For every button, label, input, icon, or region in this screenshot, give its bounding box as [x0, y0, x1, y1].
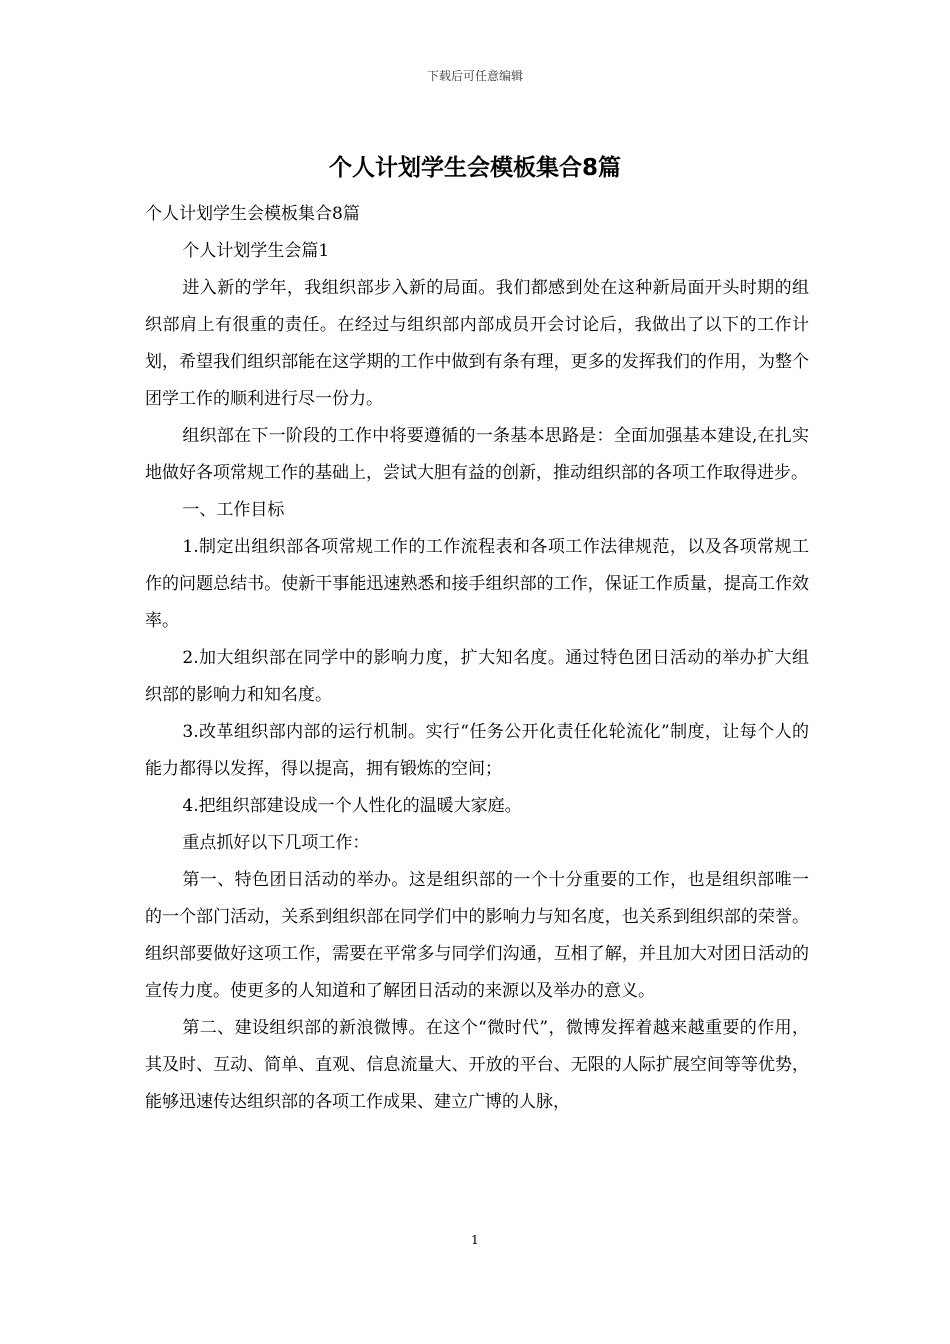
subtitle-paragraph: 个人计划学生会模板集合8篇 — [145, 204, 360, 224]
body-paragraph: 重点抓好以下几项工作： — [182, 833, 370, 853]
list-item: 1.制定出组织部各项常规工作的工作流程表和各项工作法律规范，以及各项常规工作的问题总结书。使新干事能迅速熟悉和接手组织部的工作，保证工作质量，提高工作效率。 — [145, 537, 809, 631]
list-item: 4.把组织部建设成一个人性化的温暖大家庭。 — [182, 796, 522, 816]
page-number: 1 — [471, 1233, 479, 1247]
body-paragraph: 组织部在下一阶段的工作中将要遵循的一条基本思路是：全面加强基本建设,在扎实地做好各项常规工作的基础上，尝试大胆有益的创新，推动组织部的各项工作取得进步。 — [145, 426, 809, 483]
body-paragraph: 第二、建设组织部的新浪微博。在这个“微时代”，微博发挥着越来越重要的作用，其及时、互动、简单、直观、信息流量大、开放的平台、无限的人际扩展空间等等优势，能够迅速传达组织部的各项工作成果、建立广博的人脉， — [145, 1018, 809, 1112]
body-paragraph: 进入新的学年，我组织部步入新的局面。我们都感到处在这种新局面开头时期的组织部肩上有很重的责任。在经过与组织部内部成员开会讨论后，我做出了以下的工作计划，希望我们组织部能在这学期的工作中做到有条有理，更多的发挥我们的作用，为整个团学工作的顺利进行尽一份力。 — [145, 278, 809, 409]
subsection-heading: 一、工作目标 — [182, 500, 285, 520]
list-item: 3.改革组织部内部的运行机制。实行“任务公开化责任化轮流化”制度，让每个人的能力都得以发挥，得以提高，拥有锻炼的空间； — [145, 722, 809, 779]
page-header-note: 下载后可任意编辑 — [426, 69, 523, 83]
section-heading: 个人计划学生会篇1 — [182, 241, 330, 261]
document-title: 个人计划学生会模板集合8篇 — [328, 155, 621, 181]
list-item: 2.加大组织部在同学中的影响力度，扩大知名度。通过特色团日活动的举办扩大组织部的影响力和知名度。 — [145, 648, 809, 705]
body-paragraph: 第一、特色团日活动的举办。这是组织部的一个十分重要的工作，也是组织部唯一的一个部门活动，关系到组织部在同学们中的影响力与知名度，也关系到组织部的荣誉。组织部要做好这项工作，需要在平常多与同学们沟通，互相了解，并且加大对团日活动的宣传力度。使更多的人知道和了解团日活动的来源以及举办的意义。 — [145, 870, 809, 1001]
document-body — [145, 196, 809, 1121]
